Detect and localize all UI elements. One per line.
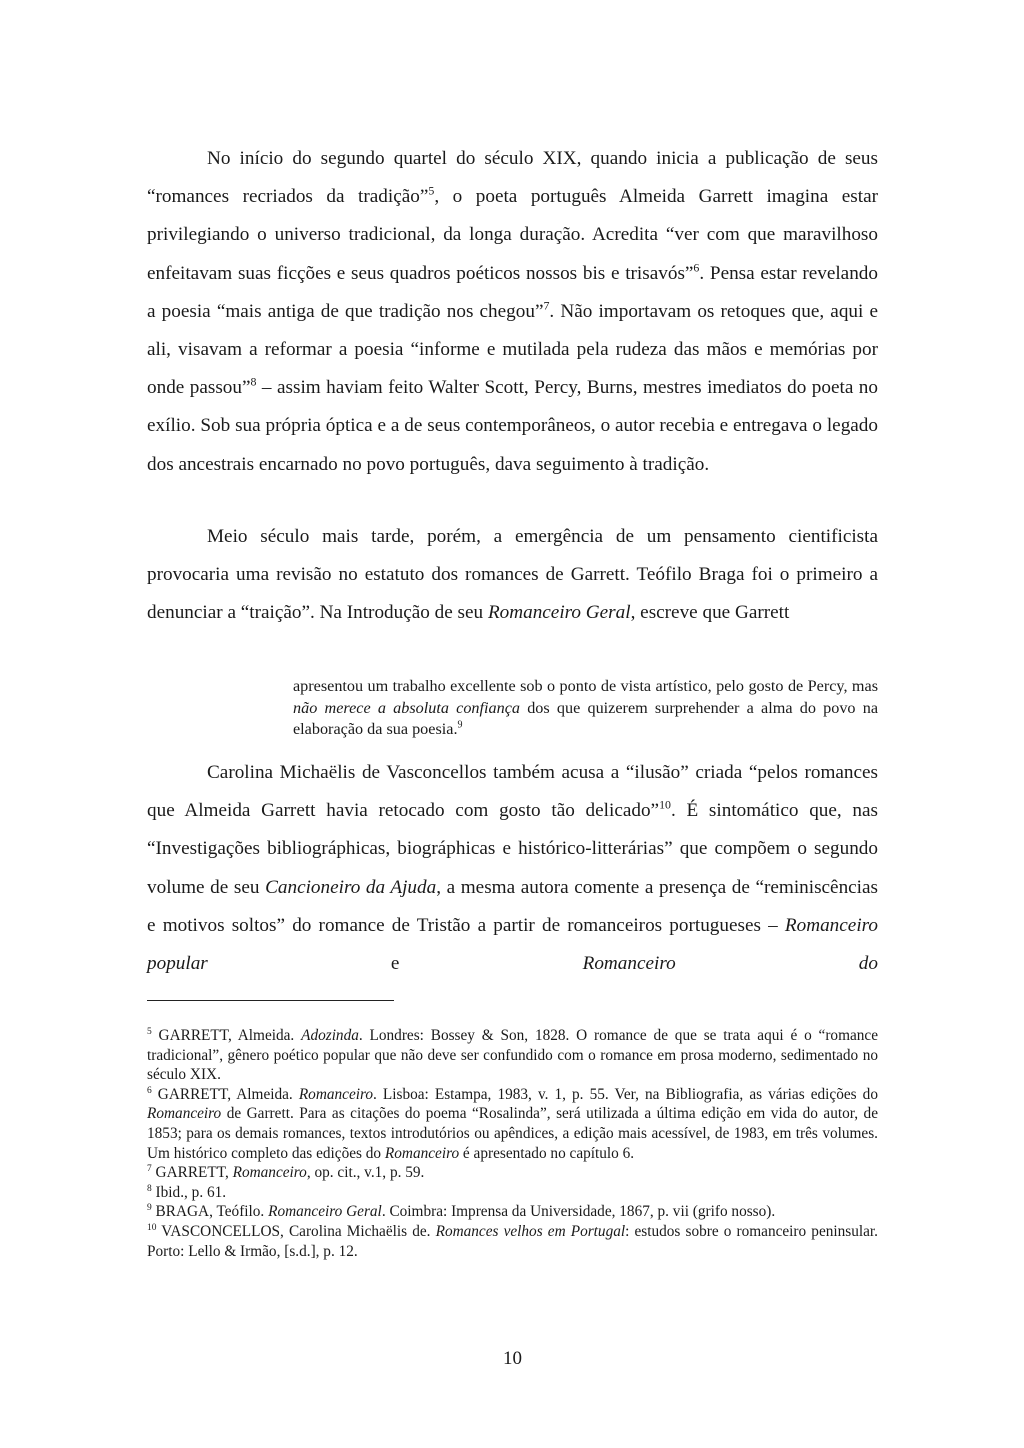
footnote-ref: 9	[457, 719, 463, 731]
text-run: . Não importavam os retoques que, aqui e ali, visavam a reformar a poesia “informe e mutilada pela rudeza das mãos e memórias por onde passou”	[147, 300, 878, 399]
footnote-10	[147, 1222, 878, 1261]
text-run: , op. cit., v.1, p. 59.	[306, 1164, 425, 1182]
italic-text: Romanceiro	[147, 1105, 222, 1123]
footnote-ref: 9	[147, 1203, 152, 1214]
text-run: GARRETT,	[151, 1164, 233, 1182]
footnote-ref: 6	[147, 1085, 152, 1096]
text-run: BRAGA, Teófilo.	[151, 1203, 269, 1221]
footnote-ref: 7	[543, 298, 550, 313]
footnote-ref: 7	[147, 1164, 152, 1175]
block-quote	[293, 676, 878, 741]
italic-text: Romanceiro	[298, 1085, 374, 1103]
footnote-5	[147, 1026, 878, 1085]
footnote-6	[147, 1085, 878, 1163]
paragraph-3	[147, 754, 878, 983]
text-run: apresentou um trabalho excellente sob o ponto de vista artístico, pelo gosto de Percy, mas	[293, 677, 878, 695]
italic-text: Cancioneiro da Ajuda	[265, 876, 437, 898]
italic-text: Romanceiro popular	[147, 914, 878, 975]
footnote-ref: 5	[428, 183, 435, 198]
italic-text: Romanceiro	[384, 1144, 460, 1162]
footnote-8	[147, 1183, 878, 1203]
text-run: Carolina Michaëlis de Vasconcellos também acusa a “ilusão” criada “pelos romances que Almeida Garrett havia retocado com gosto tão delicado”	[147, 762, 878, 822]
footnote-ref: 10	[147, 1222, 157, 1233]
footnote-separator	[147, 1000, 394, 1001]
footnotes	[147, 1026, 878, 1261]
footnote-9	[147, 1202, 878, 1222]
italic-text: Romanceiro Geral	[487, 602, 631, 624]
text-run: , a mesma autora comente a presença de “reminiscências e motivos soltos” do romance de Tristão a partir de romanceiros portugueses –	[147, 876, 878, 936]
text-run: No início do segundo quartel do século XIX, quando inicia a publicação de seus “romances recriados da tradição”	[147, 148, 878, 208]
page-number: 10	[503, 1348, 522, 1369]
italic-text: Romanceiro Geral	[268, 1203, 382, 1221]
text-run: . Lisboa: Estampa, 1983, v. 1, p. 55. Ver, na Bibliografia, as várias edições do	[373, 1085, 878, 1103]
text-run: , o poeta português Almeida Garrett imagina estar privilegiando o universo tradicional, da longa duração. Acredita “ver com que maravilhoso enfeitavam suas ficções e seus quadros poéticos nossos bis e trisavós”	[147, 186, 879, 284]
text-run: Ibid., p. 61.	[151, 1183, 227, 1201]
footnote-ref: 10	[659, 797, 671, 812]
italic-text: Romanceiro	[232, 1164, 307, 1182]
text-run: . É sintomático que, nas “Investigações bibliográphicas, biográphicas e histórico-litterárias” que compõem o segundo volume de seu	[147, 800, 878, 898]
footnote-ref: 5	[147, 1026, 152, 1037]
text-run: , escreve que Garrett	[630, 602, 790, 624]
text-run: de Garrett. Para as citações do poema “Rosalinda”, será utilizada a última edição em vida do autor, de 1853; para os demais romances, textos introdutórios ou apêndices, a edição mais acessível, de 1983, em três volumes. Um histórico completo das edições do	[147, 1105, 878, 1162]
paragraph-2	[147, 518, 878, 633]
text-run: Meio século mais tarde, porém, a emergência de um pensamento cientificista provocaria uma revisão no estatuto dos romances de Garrett. Teófilo Braga foi o primeiro a denunciar a “traição”. Na Introdução de seu	[147, 526, 878, 624]
text-run: – assim haviam feito Walter Scott, Percy, Burns, mestres imediatos do poeta no exílio. Sob sua própria óptica e a de seus contemporâneos, o autor recebia e entregava o legado dos ancestrais encarnado no povo português, dava seguimento à tradição.	[147, 377, 878, 475]
text-run: GARRETT, Almeida.	[151, 1027, 302, 1044]
footnote-ref: 8	[147, 1183, 152, 1194]
footnote-7	[147, 1163, 878, 1183]
footnote-ref: 8	[250, 374, 257, 389]
italic-text: Adozinda	[301, 1027, 359, 1044]
text-run: GARRETT, Almeida.	[151, 1085, 299, 1103]
text-run: . Londres: Bossey & Son, 1828. O romance de que se trata aqui é o “romance tradicional”, gênero poético popular que não deve ser confundido com o romance em prosa moderno, sedimentado no século XIX.	[147, 1027, 878, 1084]
text-run: dos que quizerem surprehender a alma do povo na elaboração da sua poesia.	[293, 698, 879, 738]
italic-text: Romanceiro do	[582, 953, 878, 975]
text-run: : estudos sobre o romanceiro peninsular. Porto: Lello & Irmão, [s.d.], p. 12.	[147, 1222, 878, 1260]
text-run: é apresentado no capítulo 6.	[459, 1144, 635, 1162]
text-run: VASCONCELLOS, Carolina Michaëlis de.	[156, 1222, 436, 1240]
text-run: . Coimbra: Imprensa da Universidade, 1867, p. vii (grifo nosso).	[381, 1203, 776, 1221]
text-run: e	[207, 953, 583, 975]
text-run: . Pensa estar revelando a poesia “mais antiga de que tradição nos chegou”	[147, 262, 878, 322]
paragraph-1	[147, 140, 878, 484]
italic-text: não merece a absoluta confiança	[293, 698, 520, 717]
italic-text: Romances velhos em Portugal	[435, 1222, 626, 1240]
footnote-ref: 6	[693, 260, 700, 275]
